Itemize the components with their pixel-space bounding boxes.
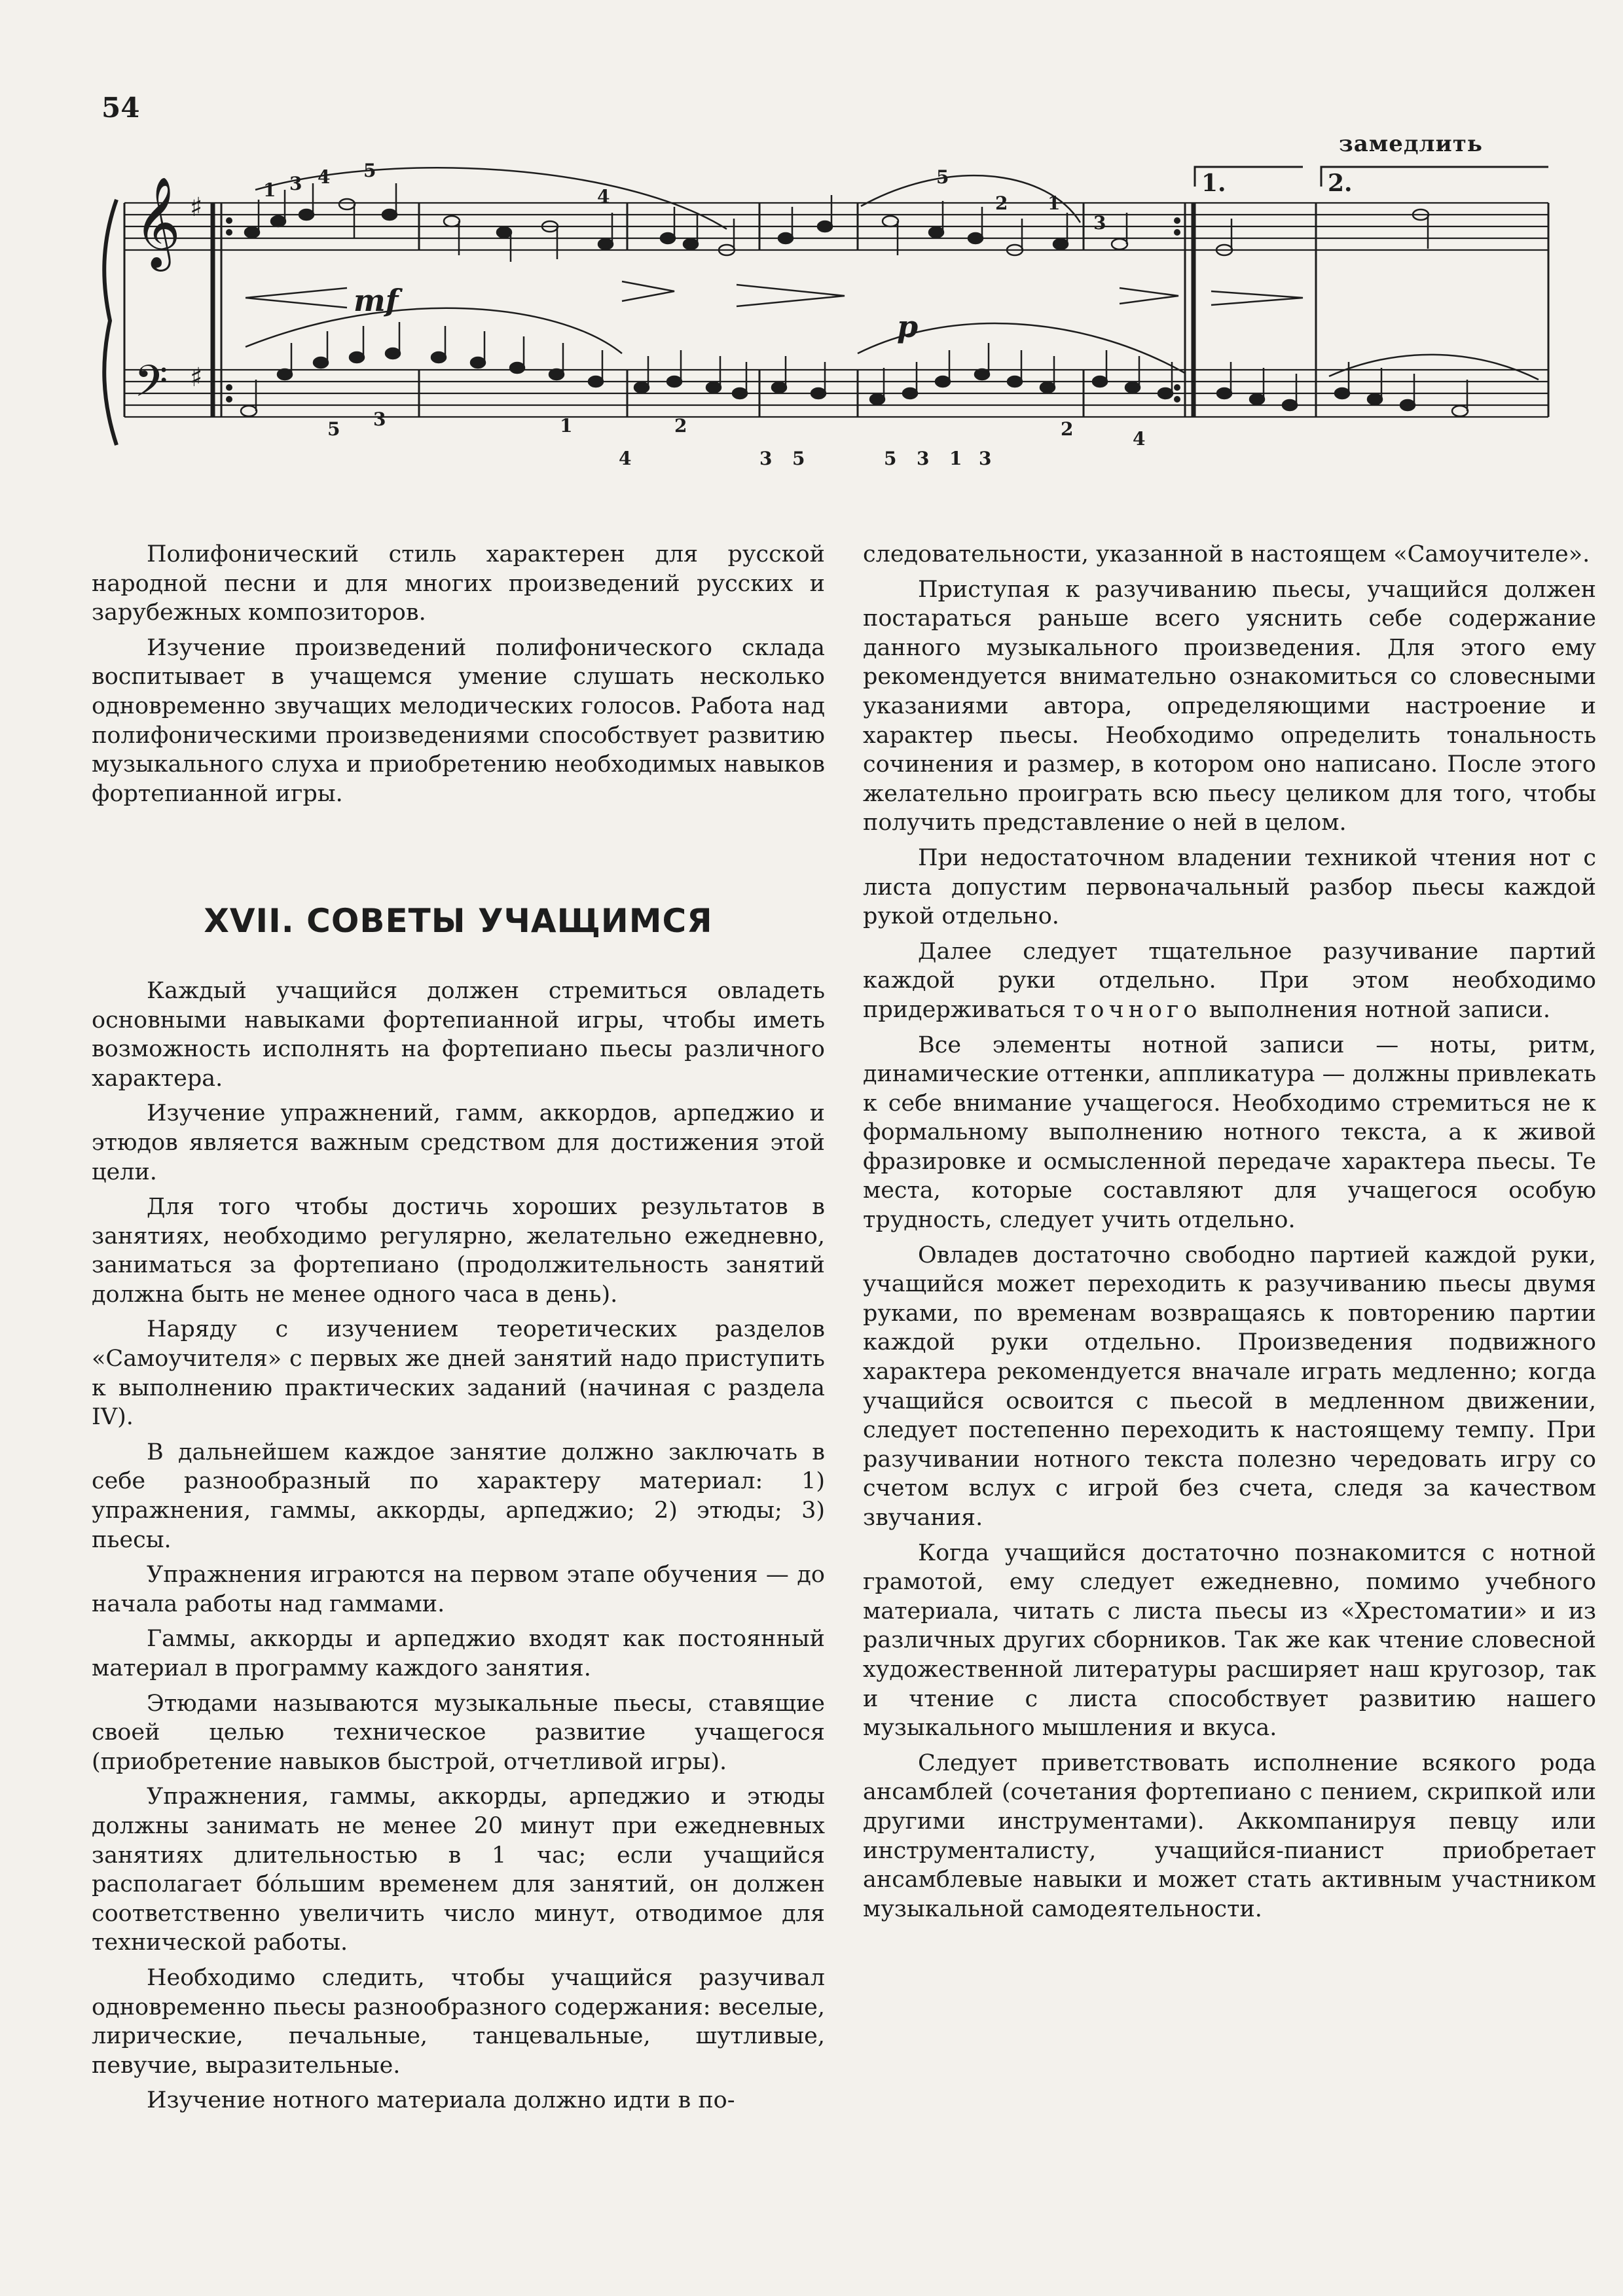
treble-fingering: 5 <box>363 160 376 181</box>
bass-fingering: 3 <box>917 448 930 469</box>
paragraph: Следует приветствовать исполнение всякого рода ансамблей (сочетания фортепиано с пением, скрипкой или другими инструментами). Аккомпанируя певцу или инструменталисту, учащийся-пианист приобретает ансамблевые навыки и может стать активным участником музыкальной самодеятельности. <box>863 1749 1596 1922</box>
paragraph: Изучение нотного материала должно идти в по- <box>147 2087 735 2114</box>
dynamic-mf: mf <box>354 283 399 318</box>
dynamic-p: p <box>897 309 919 344</box>
svg-text:♯: ♯ <box>190 363 203 393</box>
bass-fingering: 1 <box>949 448 962 469</box>
paragraph: Приступая к разучиванию пьесы, учащийся должен постараться раньше всего уяснить себе содержание данного музыкального произведения. Для этого ему рекомендуется внимательно ознакомиться со словесными указаниями автора, определяющими настроение и характер пьесы. Необходимо определить тональность сочинения и размер, в котором оно написано. После этого желательно проиграть всю пьесу целиком для того, чтобы получить представление о ней в целом. <box>863 576 1596 836</box>
treble-fingering: 4 <box>318 166 331 188</box>
paragraph: Упражнения играются на первом этапе обучения — до начала работы над гаммами. <box>92 1562 825 1617</box>
music-score <box>98 157 1558 484</box>
bass-fingering: 5 <box>792 448 805 469</box>
bass-fingering: 2 <box>1061 418 1074 440</box>
bass-fingering: 4 <box>1133 428 1146 450</box>
emphasized-word: точного <box>1073 996 1202 1023</box>
paragraph: Все элементы нотной записи — ноты, ритм, динамические оттенки, аппликатура — должны привлекать к себе внимание учащегося. Необходимо стремиться не к формальному выполнению нотного текста, а к живой фразировке и осмысленной передаче характера пьесы. Те места, которые составляют для учащегося особую трудность, следует учить отдельно. <box>863 1031 1596 1234</box>
bass-fingering: 5 <box>327 418 340 440</box>
bass-fingering: 1 <box>560 415 573 437</box>
volta-2-label: 2. <box>1328 170 1353 197</box>
paragraph: В дальнейшем каждое занятие должно заключать в себе разнообразный по характеру материал: 1) упражнения, гаммы, аккорды, арпеджио; 2) этюды; 3) пьесы. <box>92 1439 825 1553</box>
treble-fingering: 3 <box>1093 212 1106 234</box>
svg-text:♯: ♯ <box>190 192 203 223</box>
text-run: выполнения нотной записи. <box>1201 996 1550 1023</box>
svg-text:𝄢: 𝄢 <box>134 356 168 417</box>
paragraph: Каждый учащийся должен стремиться овладеть основными навыками фортепианной игры, чтобы иметь возможность исполнять на фортепиано пьесы различного характера. <box>92 977 825 1092</box>
right-column <box>863 540 1596 1929</box>
treble-fingering: 2 <box>995 192 1008 214</box>
bass-fingering: 5 <box>884 448 897 469</box>
paragraph: Необходимо следить, чтобы учащийся разучивал одновременно пьесы разнообразного содержания: веселые, лирические, печальные, танцевальные, шутливые, певучие, выразительные. <box>92 1964 825 2079</box>
paragraph <box>863 937 1596 1025</box>
treble-fingering: 1 <box>1048 192 1061 214</box>
paragraph: Изучение произведений полифонического склада воспитывает в учащемся умение слушать несколько одновременно звучащих мелодических голосов. Работа над полифоническими произведениями способствует развитию музыкального слуха и приобретению необходимых навыков фортепианной игры. <box>92 634 825 807</box>
treble-fingering: 5 <box>936 166 949 188</box>
paragraph: Полифонический стиль характерен для русской народной песни и для многих произведений русских и зарубежных композиторов. <box>92 541 825 626</box>
paragraph: Этюдами называются музыкальные пьесы, ставящие своей целью техническое развитие учащегося (приобретение навыков быстрой, отчетливой игры). <box>92 1690 825 1775</box>
volta-1-label: 1. <box>1201 170 1226 197</box>
left-column <box>92 540 825 2121</box>
treble-fingering: 1 <box>263 179 276 201</box>
paragraph: Наряду с изучением теоретических разделов «Самоучителя» с первых же дней занятий надо приступить к выполнению практических заданий (начиная с раздела IV). <box>92 1316 825 1431</box>
paragraph: Изучение упражнений, гамм, аккордов, арпеджио и этюдов является важным средством для достижения этой цели. <box>92 1100 825 1185</box>
paragraph: Для того чтобы достичь хороших результатов в занятиях, необходимо регулярно, желательно ежедневно, заниматься за фортепиано (продолжительность занятий должна быть не менее одного часа в день). <box>92 1194 825 1308</box>
bass-fingering: 4 <box>619 448 632 469</box>
paragraph: Когда учащийся достаточно познакомится с нотной грамотой, ему следует ежедневно, помимо учебного материала, читать с листа пьесы из «Хрестоматии» и из различных других сборников. Так же как чтение словесной художественной литературы расширяет наш кругозор, так и чтение с листа способствует развитию нашего музыкального мышления и вкуса. <box>863 1539 1596 1742</box>
tempo-marking: замедлить <box>1339 131 1483 157</box>
paragraph-continuation: следовательности, указанной в настоящем «Самоучителе». <box>863 541 1590 567</box>
bass-fingering: 3 <box>373 408 386 430</box>
text-run: Далее следует тщательное разучивание партий каждой руки отдельно. При этом необходимо придерживаться <box>863 938 1596 1023</box>
treble-fingering: 3 <box>289 173 302 194</box>
svg-text:𝄞: 𝄞 <box>134 177 181 268</box>
paragraph: При недостаточном владении техникой чтения нот с листа допустим первоначальный разбор пьесы каждой рукой отдельно. <box>863 844 1596 930</box>
treble-fingering: 4 <box>597 186 610 207</box>
paragraph: Гаммы, аккорды и арпеджио входят как постоянный материал в программу каждого занятия. <box>92 1626 825 1681</box>
bass-fingering: 2 <box>674 415 687 437</box>
bass-fingering: 3 <box>979 448 992 469</box>
page-number: 54 <box>101 92 140 124</box>
paragraph: Упражнения, гаммы, аккорды, арпеджио и этюды должны занимать не менее 20 минут при ежедневных занятиях длительностью в 1 час; если учащийся располагает бо́льшим временем для занятий, он должен соответственно увеличить число минут, отводимое для технической работы. <box>92 1784 825 1956</box>
bass-fingering: 3 <box>759 448 773 469</box>
paragraph: Овладев достаточно свободно партией каждой руки, учащийся может переходить к разучиванию пьесы двумя руками, по временам возвращаясь к повторению партии каждой руки отдельно. Произведения подвижного характера рекомендуется вначале играть медленно; когда учащийся освоится с пьесой в медленном движении, следует постепенно переходить к настоящему темпу. При разучивании нотного текста полезно чередовать игру со счетом вслух с игрой без счета, следя за качеством звучания. <box>863 1242 1596 1531</box>
section-heading: XVII. СОВЕТЫ УЧАЩИМСЯ <box>204 902 713 941</box>
